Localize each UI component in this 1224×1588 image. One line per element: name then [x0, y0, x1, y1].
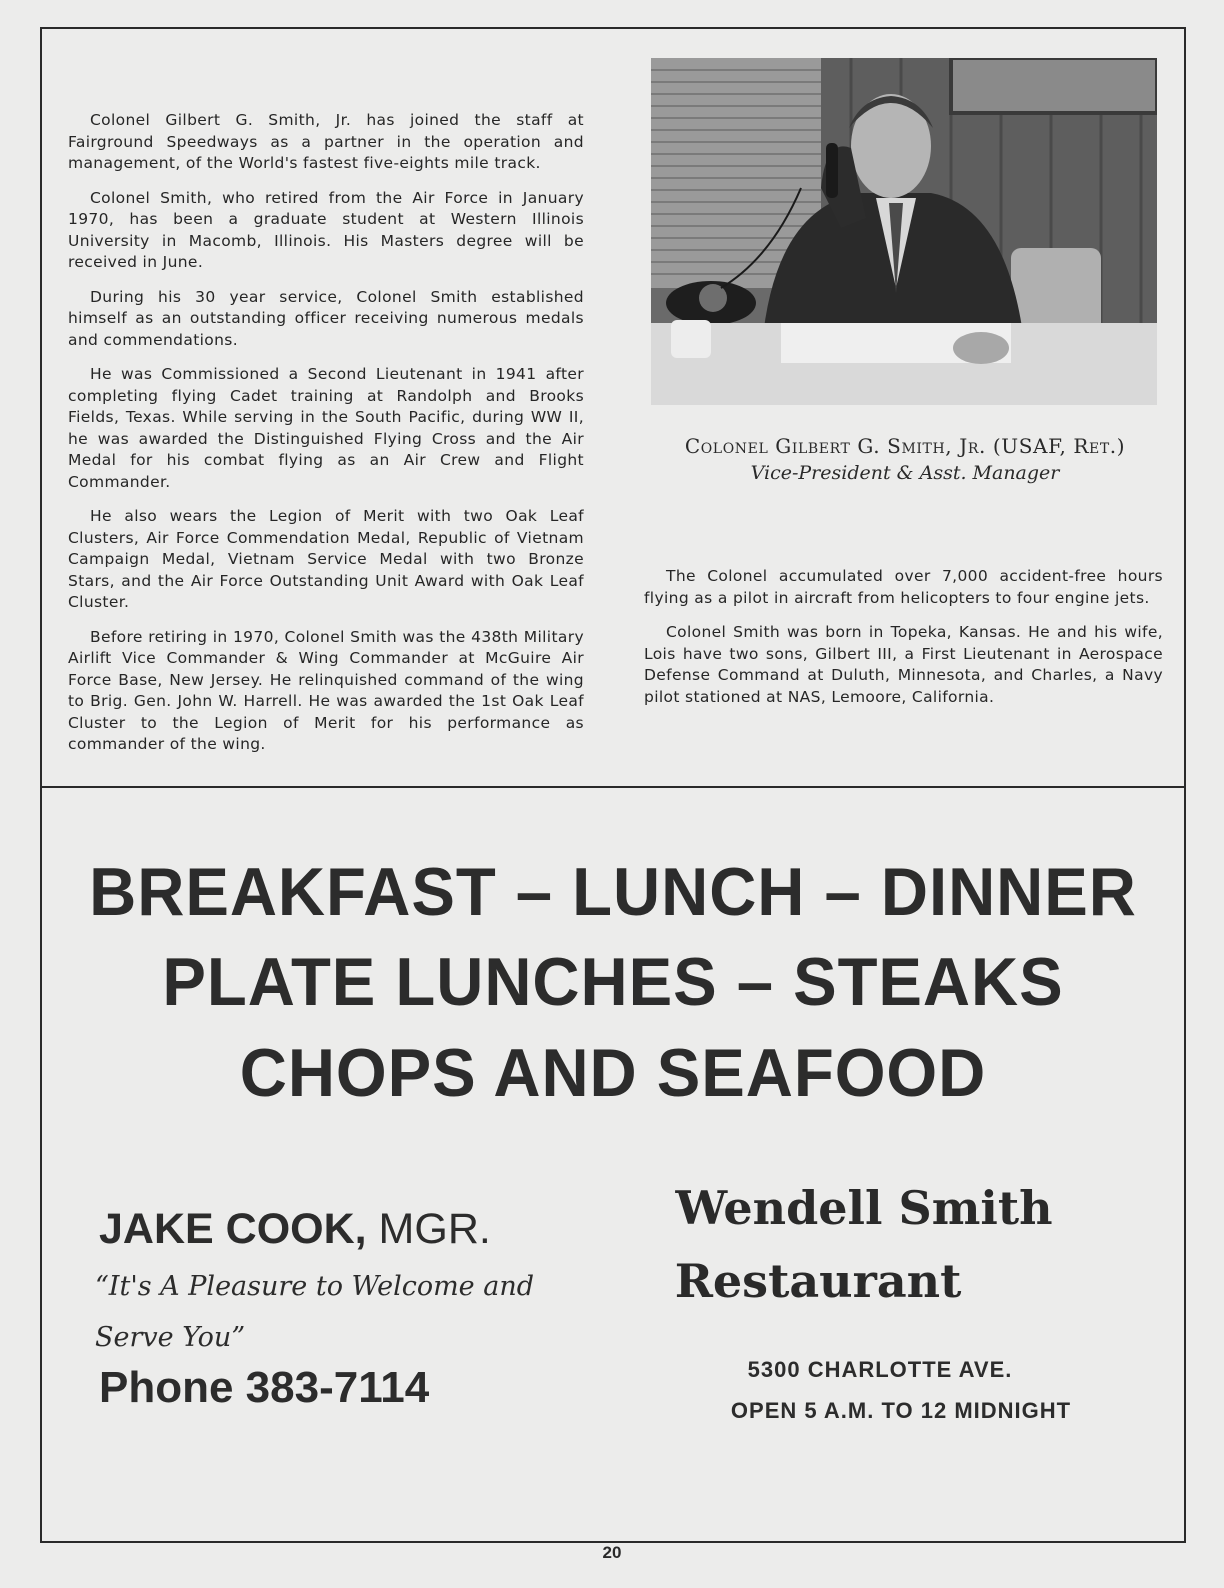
section-divider: [40, 786, 1186, 788]
article-paragraph: The Colonel accumulated over 7,000 accident-free hours flying as a pilot in aircraft from helicopters to four engine jets.: [644, 567, 1163, 607]
restaurant-word: Restaurant: [674, 1254, 962, 1308]
article-paragraph: Colonel Smith, who retired from the Air Force in January 1970, has been a graduate student at Western Illinois University in Macomb, Illinois. His Masters degree will be received in June.: [68, 188, 584, 271]
manager-title: MGR.: [366, 1205, 491, 1253]
ad-headline-seafood: CHOPS AND SEAFOOD: [239, 1035, 987, 1111]
article-paragraph: Colonel Smith was born in Topeka, Kansas. He and his wife, Lois have two sons, Gilbert III, a First Lieutenant in Aerospace Defense Command at Duluth, Minnesota, and Charles, a Navy pilot stationed at NAS, Lemoore, California.: [644, 623, 1163, 706]
restaurant-address: 5300 CHARLOTTE AVE.: [747, 1357, 1013, 1382]
article-right-column: [644, 566, 1163, 721]
restaurant-name: Wendell Smith: [675, 1181, 1053, 1235]
article-paragraph: He was Commissioned a Second Lieutenant in 1941 after completing flying Cadet training at Randolph and Brooks Fields, Texas. While serving in the South Pacific, during WW II, he was awarded the Distinguished Flying Cross and the Air Medal for his combat flying as an Air Crew and Flight Commander.: [68, 365, 584, 491]
article-paragraph: He also wears the Legion of Merit with two Oak Leaf Clusters, Air Force Commendation Medal, Republic of Vietnam Campaign Medal, Vietnam Service Medal with two Bronze Stars, and the Air Force Outstanding Unit Award with Oak Leaf Cluster.: [68, 507, 584, 611]
article-paragraph: Before retiring in 1970, Colonel Smith was the 438th Military Airlift Vice Commander & Wing Commander at McGuire Air Force Base, New Jersey. He relinquished command of the wing to Brig. Gen. John W. Harrell. He was awarded the 1st Oak Leaf Cluster to the Legion of Merit for his performance as commander of the wing.: [68, 627, 584, 753]
phone-number: Phone 383-7114: [99, 1363, 430, 1412]
article-left-column: [68, 110, 584, 769]
photo-caption: [620, 432, 1190, 487]
manager-line: [99, 1203, 491, 1255]
article-paragraph: Colonel Gilbert G. Smith, Jr. has joined the staff at Fairground Speedways as a partner in the operation and management, of the World's fastest five-eights mile track.: [68, 111, 584, 172]
caption-name: Colonel Gilbert G. Smith, Jr. (USAF, Ret.): [684, 434, 1126, 458]
ad-headline-menu: PLATE LUNCHES – STEAKS: [162, 944, 1064, 1020]
restaurant-hours: OPEN 5 A.M. TO 12 MIDNIGHT: [730, 1398, 1072, 1423]
ad-headline-meals: BREAKFAST – LUNCH – DINNER: [89, 854, 1137, 930]
colonel-portrait-photo: [651, 58, 1157, 405]
slogan: “It's A Pleasure to Welcome and Serve You”: [95, 1271, 535, 1353]
manager-name: JAKE COOK,: [99, 1205, 367, 1253]
caption-role: Vice-President & Asst. Manager: [750, 462, 1060, 484]
article-paragraph: During his 30 year service, Colonel Smith established himself as an outstanding officer receiving numerous medals and commendations.: [68, 287, 584, 349]
page-number: 20: [602, 1543, 622, 1562]
